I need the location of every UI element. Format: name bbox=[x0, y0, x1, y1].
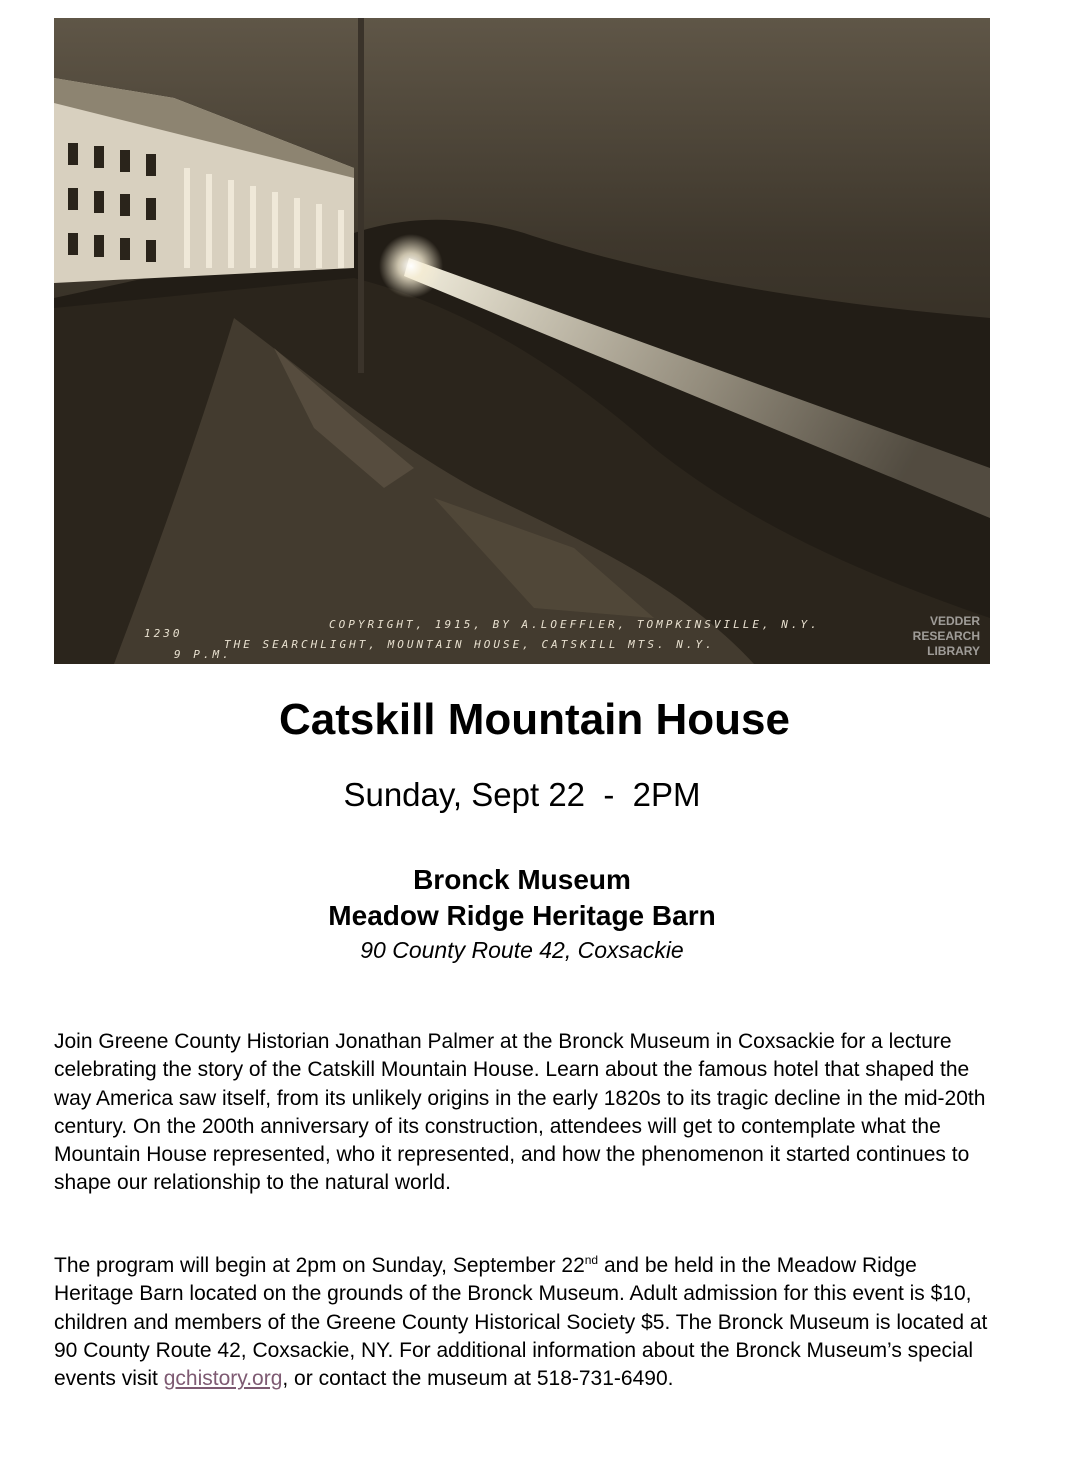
venue-name: Bronck Museum bbox=[413, 864, 631, 895]
photo-caption-number: 1230 bbox=[144, 627, 183, 640]
gchistory-link[interactable]: gchistory.org bbox=[163, 1367, 283, 1391]
venue-block bbox=[0, 862, 1044, 966]
program-text-end: , or contact the museum at 518-731-6490. bbox=[282, 1367, 674, 1391]
photo-caption-title: THE SEARCHLIGHT, MOUNTAIN HOUSE, CATSKILL MTS. N.Y. bbox=[224, 638, 715, 651]
ordinal-suffix: nd bbox=[584, 1253, 599, 1267]
program-text-middle: and be held in the Meadow Ridge Heritage Barn located on the grounds of the Bronck Museum. Adult admission for this event is $10, children and members of the Greene County Historical Society $5. The Bronck Museum is located at 90 County Route 42, Coxsackie, NY. For additional information about the Bronck Museum’s special events visit bbox=[54, 1254, 988, 1391]
event-title: Catskill Mountain House bbox=[279, 695, 790, 744]
photo-watermark bbox=[900, 614, 980, 659]
program-details-paragraph bbox=[54, 1252, 994, 1393]
watermark-line: RESEARCH bbox=[912, 629, 980, 643]
photo-caption-time: 9 P.M. bbox=[174, 648, 232, 661]
venue-address: 90 County Route 42, Coxsackie bbox=[360, 937, 684, 963]
venue-building: Meadow Ridge Heritage Barn bbox=[328, 900, 716, 931]
searchlight-photo-illustration bbox=[54, 18, 990, 664]
event-datetime: Sunday, Sept 22 - 2PM bbox=[343, 776, 701, 813]
watermark-line: LIBRARY bbox=[927, 644, 980, 658]
watermark-line: VEDDER bbox=[929, 614, 980, 628]
event-photo bbox=[54, 18, 990, 664]
photo-caption-copyright: COPYRIGHT, 1915, BY A.LOEFFLER, TOMPKINSVILLE, N.Y. bbox=[329, 618, 820, 631]
description-paragraph: Join Greene County Historian Jonathan Palmer at the Bronck Museum in Coxsackie for a lecture celebrating the story of the Catskill Mountain House. Learn about the famous hotel that shaped the way America saw itself, from its unlikely origins in the early 1820s to its tragic decline in the mid-20th century. On the 200th anniversary of its construction, attendees will get to contemplate what the Mountain House represented, who it represented, and how the phenomenon it started continues to shape our relationship to the natural world. bbox=[54, 1030, 986, 1195]
program-text-start: The program will begin at 2pm on Sunday, September 22 bbox=[54, 1254, 585, 1277]
